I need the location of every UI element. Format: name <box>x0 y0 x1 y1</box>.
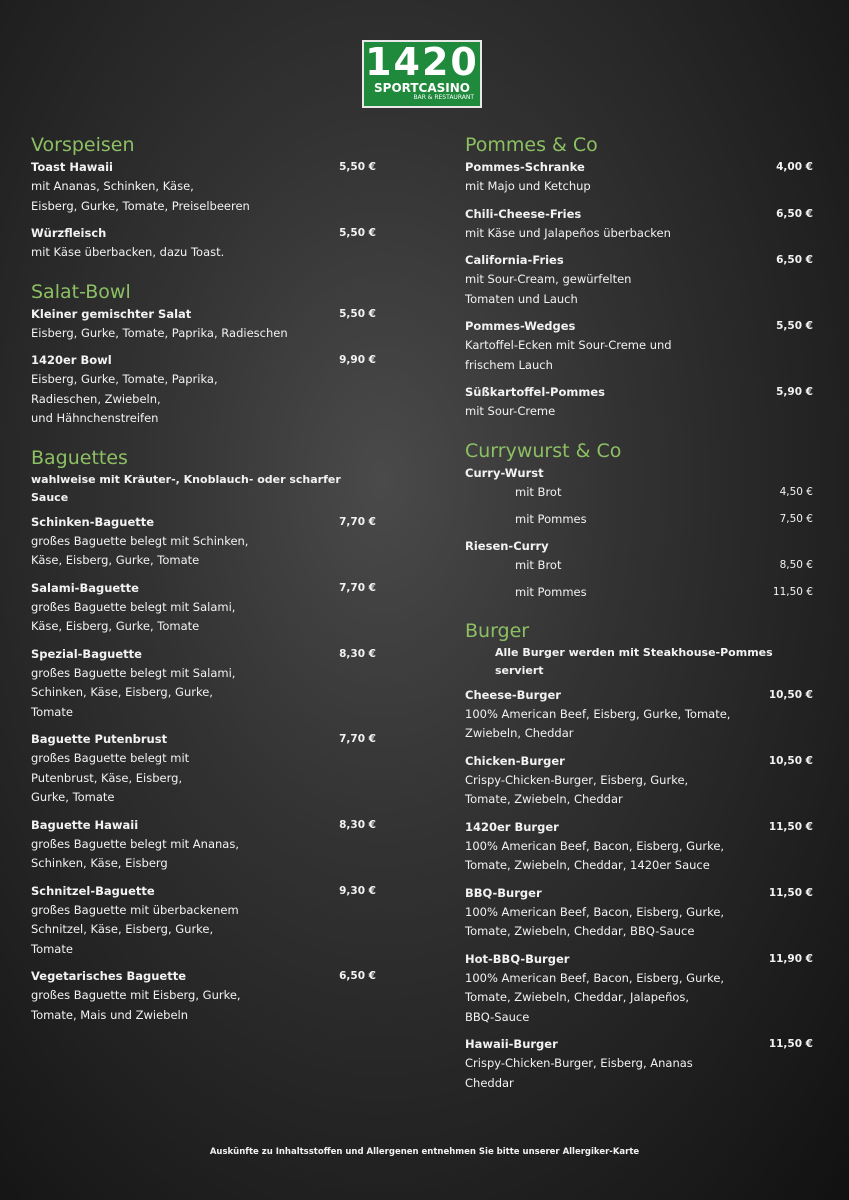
menu-item <box>465 205 813 244</box>
item-name: Baguette Hawaii <box>31 817 139 832</box>
item-description: Eisberg, Gurke, Tomate, Preiselbeeren <box>31 198 250 213</box>
item-name: Schinken-Baguette <box>31 514 155 529</box>
item-name: Baguette Putenbrust <box>31 732 168 746</box>
item-price: 6,50 € <box>339 970 376 982</box>
item-option <box>465 510 813 529</box>
item-header <box>31 351 376 370</box>
right-column <box>465 132 813 1109</box>
menu-item <box>465 251 813 309</box>
item-description: mit Käse überbacken, dazu Toast. <box>31 245 225 259</box>
item-price: 9,90 € <box>339 354 376 366</box>
menu-item <box>465 752 813 810</box>
item-price: 8,30 € <box>339 647 376 660</box>
menu-item <box>465 1035 813 1093</box>
item-price: 7,70 € <box>339 515 376 528</box>
item-description: Cheddar <box>465 1075 514 1090</box>
menu-item <box>465 383 813 422</box>
section-note: wahlweise mit Kräuter-, Knoblauch- oder scharfer Sauce <box>31 472 341 504</box>
item-price: 5,50 € <box>339 307 376 320</box>
menu-item <box>31 351 376 429</box>
item-price: 8,30 € <box>339 818 376 831</box>
option-label: mit Brot <box>515 557 562 572</box>
item-name: Schnitzel-Baguette <box>31 883 155 898</box>
section-title: Baguettes <box>31 446 128 469</box>
item-header <box>465 251 813 270</box>
logo <box>362 40 482 108</box>
menu-item <box>465 537 813 602</box>
item-name: Curry-Wurst <box>465 465 544 480</box>
menu-item <box>31 579 376 637</box>
item-name: Cheese-Burger <box>465 687 561 702</box>
item-description: Tomate, Zwiebeln, Cheddar, BBQ-Sauce <box>465 924 695 938</box>
item-header <box>465 818 813 837</box>
menu-item <box>465 686 813 744</box>
menu-item <box>465 317 813 375</box>
item-description: großes Baguette belegt mit <box>31 751 190 765</box>
item-option <box>465 583 813 602</box>
item-header <box>31 224 376 243</box>
item-description: großes Baguette belegt mit Salami, <box>31 665 236 680</box>
item-description: Tomate, Mais und Zwiebeln <box>31 1007 189 1022</box>
item-description: Zwiebeln, Cheddar <box>465 726 574 740</box>
item-name: Kleiner gemischter Salat <box>31 306 192 321</box>
item-price: 10,50 € <box>768 688 813 701</box>
item-name: Würzfleisch <box>31 226 107 240</box>
item-price: 7,70 € <box>339 733 376 745</box>
menu-section <box>31 132 376 263</box>
left-column <box>31 132 376 1041</box>
item-description: großes Baguette mit Eisberg, Gurke, <box>31 988 241 1002</box>
menu-section <box>465 438 813 602</box>
item-price: 7,70 € <box>339 581 376 594</box>
item-description: Kartoffel-Ecken mit Sour-Creme und <box>465 338 672 352</box>
item-price: 5,50 € <box>339 227 376 239</box>
item-header <box>465 950 813 969</box>
section-title: Pommes & Co <box>465 134 598 156</box>
item-description: Tomate <box>31 941 73 956</box>
item-header <box>465 464 813 483</box>
item-name: BBQ-Burger <box>465 885 542 900</box>
item-header <box>31 816 376 835</box>
item-description: großes Baguette belegt mit Schinken, <box>31 533 249 548</box>
item-price: 11,50 € <box>768 886 813 899</box>
item-description: 100% American Beef, Eisberg, Gurke, Tomate, <box>465 706 731 721</box>
menu-item <box>465 884 813 942</box>
item-header <box>465 317 813 336</box>
item-header <box>465 686 813 705</box>
item-header <box>465 752 813 771</box>
option-price: 11,50 € <box>772 585 813 598</box>
item-description: großes Baguette mit überbackenem <box>31 902 239 917</box>
item-name: Süßkartoffel-Pommes <box>465 385 605 399</box>
menu-item <box>31 882 376 960</box>
menu-section <box>465 618 813 1094</box>
item-header <box>31 513 376 532</box>
option-price: 8,50 € <box>779 558 813 571</box>
section-title: Burger <box>465 619 530 642</box>
menu-item <box>31 513 376 571</box>
menu-item <box>31 645 376 723</box>
item-header <box>31 645 376 664</box>
item-name: 1420er Burger <box>465 819 559 834</box>
item-price: 11,50 € <box>768 820 813 833</box>
item-header <box>465 383 813 402</box>
item-price: 6,50 € <box>776 207 813 220</box>
item-name: Vegetarisches Baguette <box>31 969 187 983</box>
menu-item <box>31 224 376 263</box>
item-description: mit Ananas, Schinken, Käse, <box>31 179 194 193</box>
item-price: 11,90 € <box>768 952 813 965</box>
item-price: 10,50 € <box>768 754 813 767</box>
item-description: mit Majo und Ketchup <box>465 179 591 193</box>
menu-item <box>31 305 376 344</box>
item-header <box>31 579 376 598</box>
option-label: mit Pommes <box>515 584 587 599</box>
item-description: Schinken, Käse, Eisberg <box>31 856 168 870</box>
item-header <box>31 158 376 177</box>
item-price: 5,50 € <box>339 161 376 173</box>
item-header <box>465 1035 813 1054</box>
menu-item <box>31 967 376 1025</box>
item-price: 4,00 € <box>776 161 813 173</box>
item-header <box>31 882 376 901</box>
menu-item <box>31 816 376 874</box>
option-label: mit Brot <box>515 484 562 499</box>
item-description: großes Baguette belegt mit Salami, <box>31 599 236 614</box>
item-name: Chicken-Burger <box>465 753 565 768</box>
item-description: Käse, Eisberg, Gurke, Tomate <box>31 553 200 567</box>
menu-section <box>31 279 376 429</box>
item-price: 11,50 € <box>768 1038 813 1050</box>
item-description: Schnitzel, Käse, Eisberg, Gurke, <box>31 922 214 936</box>
item-name: Spezial-Baguette <box>31 646 142 661</box>
item-description: Eisberg, Gurke, Tomate, Paprika, <box>31 372 218 386</box>
item-name: Hot-BBQ-Burger <box>465 951 570 966</box>
menu-section <box>465 132 813 422</box>
item-description: BBQ-Sauce <box>465 1009 530 1024</box>
item-name: Hawaii-Burger <box>465 1037 558 1051</box>
logo-name: SPORTCASINO <box>374 81 470 95</box>
section-note: Alle Burger werden mit Steakhouse-Pommes serviert <box>495 645 773 677</box>
item-description: Tomate <box>31 704 73 719</box>
option-price: 7,50 € <box>779 512 813 525</box>
item-name: Toast Hawaii <box>31 160 113 174</box>
item-description: großes Baguette belegt mit Ananas, <box>31 836 239 851</box>
menu-section <box>31 445 376 1026</box>
menu-item <box>31 730 376 808</box>
item-description: 100% American Beef, Bacon, Eisberg, Gurke, <box>465 838 725 853</box>
item-header <box>465 205 813 224</box>
menu-item <box>465 158 813 197</box>
item-description: mit Käse und Jalapeños überbacken <box>465 225 671 240</box>
section-title: Currywurst & Co <box>465 439 622 462</box>
logo-tagline: BAR & RESTAURANT <box>413 94 474 101</box>
item-description: Gurke, Tomate <box>31 790 115 804</box>
item-price: 9,30 € <box>339 884 376 897</box>
item-header <box>465 884 813 903</box>
section-title: Salat-Bowl <box>31 280 131 303</box>
item-name: Salami-Baguette <box>31 580 139 595</box>
menu-item <box>465 818 813 876</box>
item-description: Radieschen, Zwiebeln, <box>31 391 161 406</box>
item-name: Chili-Cheese-Fries <box>465 206 582 221</box>
item-description: Schinken, Käse, Eisberg, Gurke, <box>31 685 213 699</box>
item-header <box>465 537 813 556</box>
item-description: mit Sour-Creme <box>465 404 556 418</box>
item-name: Pommes-Schranke <box>465 160 585 174</box>
item-description: mit Sour-Cream, gewürfelten <box>465 272 632 286</box>
item-name: Riesen-Curry <box>465 538 549 553</box>
item-description: Tomaten und Lauch <box>465 291 578 306</box>
item-description: Eisberg, Gurke, Tomate, Paprika, Radieschen <box>31 325 288 340</box>
logo-number: 1420 <box>365 40 479 84</box>
item-description: 100% American Beef, Bacon, Eisberg, Gurke, <box>465 904 725 919</box>
section-title: Vorspeisen <box>31 134 135 156</box>
item-price: 5,90 € <box>776 386 813 398</box>
item-price: 5,50 € <box>776 320 813 332</box>
item-option <box>465 556 813 575</box>
item-description: Käse, Eisberg, Gurke, Tomate <box>31 619 200 633</box>
item-description: Putenbrust, Käse, Eisberg, <box>31 770 183 785</box>
menu-item <box>465 464 813 529</box>
item-description: Crispy-Chicken-Burger, Eisberg, Ananas <box>465 1056 693 1070</box>
item-name: Pommes-Wedges <box>465 319 576 333</box>
item-description: frischem Lauch <box>465 357 553 372</box>
item-option <box>465 483 813 502</box>
item-description: Tomate, Zwiebeln, Cheddar <box>465 792 623 806</box>
menu-item <box>31 158 376 216</box>
item-name: 1420er Bowl <box>31 353 112 367</box>
item-header <box>31 967 376 986</box>
option-label: mit Pommes <box>515 511 587 526</box>
option-price: 4,50 € <box>779 485 813 498</box>
item-header <box>31 730 376 749</box>
allergen-footer: Auskünfte zu Inhaltsstoffen und Allergenen entnehmen Sie bitte unserer Allergiker-Karte <box>209 1147 640 1157</box>
item-header <box>465 158 813 177</box>
item-description: Tomate, Zwiebeln, Cheddar, Jalapeños, <box>465 990 690 1004</box>
item-description: Tomate, Zwiebeln, Cheddar, 1420er Sauce <box>465 858 710 872</box>
menu-item <box>465 950 813 1028</box>
item-name: California-Fries <box>465 253 564 267</box>
item-description: Crispy-Chicken-Burger, Eisberg, Gurke, <box>465 772 689 787</box>
item-description: 100% American Beef, Bacon, Eisberg, Gurke, <box>465 970 725 985</box>
item-header <box>31 305 376 324</box>
item-description: und Hähnchenstreifen <box>31 411 159 425</box>
item-price: 6,50 € <box>776 254 813 266</box>
